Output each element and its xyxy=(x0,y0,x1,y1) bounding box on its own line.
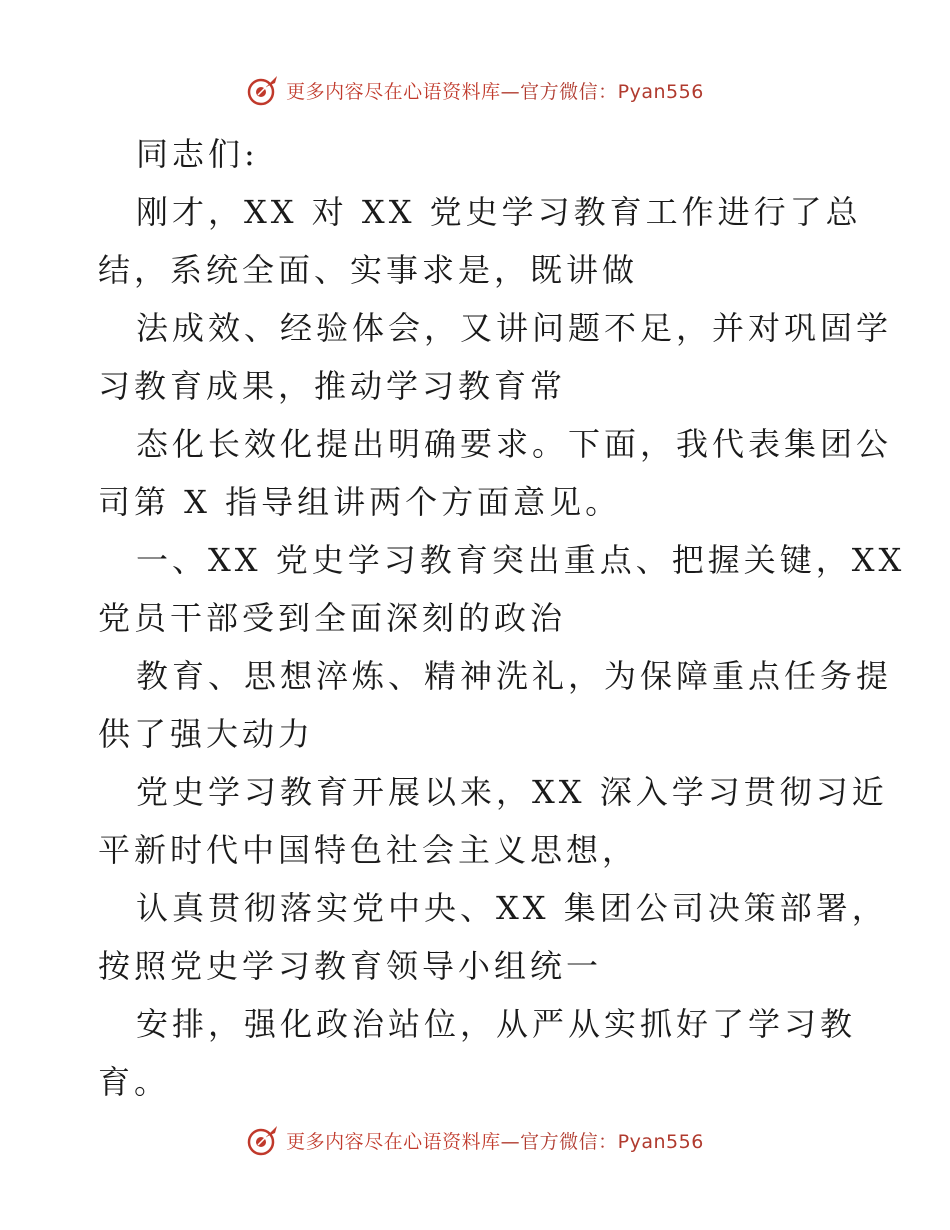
text-line: 按照党史学习教育领导小组统一 xyxy=(98,947,603,985)
text-line: 习教育成果，推动学习教育常 xyxy=(98,367,567,405)
watermark-dash: — xyxy=(500,1130,521,1153)
watermark-main-text: 更多内容尽在心语资料库 xyxy=(286,80,501,103)
text-line: 司第 X 指导组讲两个方面意见。 xyxy=(98,483,622,521)
document-body xyxy=(98,125,906,1111)
text-line: 态化长效化提出明确要求。下面，我代表集团公 xyxy=(136,425,893,463)
watermark-dash: — xyxy=(500,80,521,103)
text-line: 同志们: xyxy=(136,135,259,173)
text-line: 刚才，XX 对 XX 党史学习教育工作进行了总 xyxy=(136,193,862,231)
text-line: 一、XX 党史学习教育突出重点、把握关键，XX xyxy=(136,541,906,579)
text-line: 认真贯彻落实党中央、XX 集团公司决策部署， xyxy=(136,889,888,927)
text-line: 平新时代中国特色社会主义思想， xyxy=(98,831,639,869)
watermark-wechat-text: 官方微信：Pyan556 xyxy=(520,1130,704,1153)
text-line: 法成效、经验体会，又讲问题不足，并对巩固学 xyxy=(136,309,893,347)
text-line: 结，系统全面、实事求是，既讲做 xyxy=(98,251,639,289)
watermark-text xyxy=(286,77,704,104)
text-line: 党员干部受到全面深刻的政治 xyxy=(98,599,567,637)
watermark-header xyxy=(0,70,950,110)
text-line: 供了强大动力 xyxy=(98,715,315,753)
watermark-footer xyxy=(0,1120,950,1160)
text-line: 党史学习教育开展以来，XX 深入学习贯彻习近 xyxy=(136,773,888,811)
text-line: 安排，强化政治站位，从严从实抓好了学习教 xyxy=(136,1005,857,1043)
watermark-wechat-text: 官方微信：Pyan556 xyxy=(520,80,704,103)
watermark-main-text: 更多内容尽在心语资料库 xyxy=(286,1130,501,1153)
watermark-text xyxy=(286,1127,704,1154)
quill-logo-icon xyxy=(246,73,280,107)
text-line: 育。 xyxy=(98,1063,171,1101)
quill-logo-icon xyxy=(246,1123,280,1157)
text-line: 教育、思想淬炼、精神洗礼，为保障重点任务提 xyxy=(136,657,893,695)
